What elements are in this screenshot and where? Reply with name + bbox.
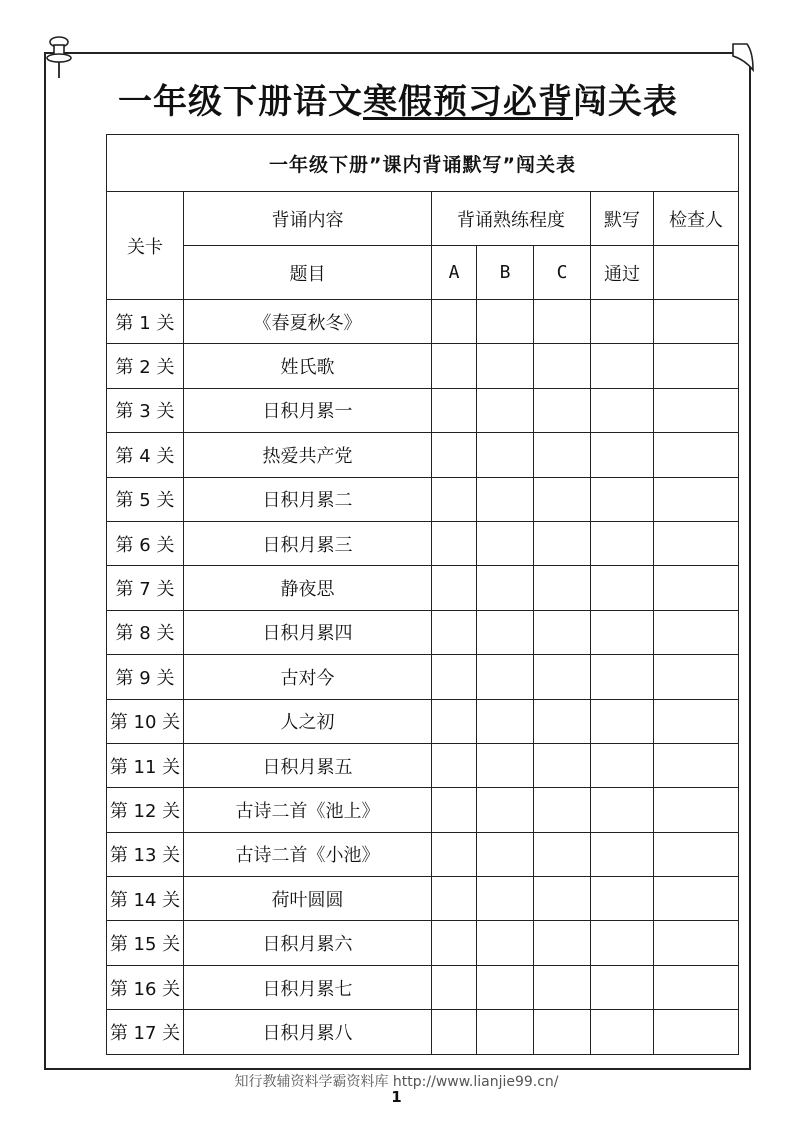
topic-cell: 古诗二首《小池》: [184, 832, 432, 876]
page-curl-icon: [731, 42, 755, 72]
grade-a-cell[interactable]: [432, 788, 477, 832]
grade-b-cell[interactable]: [477, 655, 534, 699]
pass-cell[interactable]: [591, 1010, 654, 1054]
grade-b-cell[interactable]: [477, 743, 534, 787]
topic-cell: 日积月累一: [184, 388, 432, 432]
pass-cell[interactable]: [591, 344, 654, 388]
grade-c-cell[interactable]: [534, 344, 591, 388]
table-row: [107, 610, 739, 654]
title-part-3: 闯关表: [573, 82, 678, 122]
grade-a-cell[interactable]: [432, 877, 477, 921]
topic-cell: 古诗二首《池上》: [184, 788, 432, 832]
grade-c-cell[interactable]: [534, 388, 591, 432]
level-cell: 第 16 关: [107, 965, 184, 1009]
level-cell: 第 8 关: [107, 610, 184, 654]
table-row: [107, 388, 739, 432]
pass-cell[interactable]: [591, 566, 654, 610]
recitation-table: [106, 134, 739, 1055]
grade-c-cell[interactable]: [534, 877, 591, 921]
level-cell: 第 3 关: [107, 388, 184, 432]
level-cell: 第 12 关: [107, 788, 184, 832]
pass-cell[interactable]: [591, 965, 654, 1009]
checker-cell[interactable]: [654, 965, 739, 1009]
topic-cell: 日积月累七: [184, 965, 432, 1009]
grade-a-cell[interactable]: [432, 610, 477, 654]
topic-cell: 静夜思: [184, 566, 432, 610]
grade-b-cell[interactable]: [477, 433, 534, 477]
table-row: [107, 566, 739, 610]
header-pass: 通过: [591, 246, 654, 300]
grade-b-cell[interactable]: [477, 1010, 534, 1054]
header-dictation: 默写: [591, 192, 654, 246]
grade-b-cell[interactable]: [477, 610, 534, 654]
checker-cell[interactable]: [654, 300, 739, 344]
grade-c-cell[interactable]: [534, 832, 591, 876]
level-cell: 第 5 关: [107, 477, 184, 521]
grade-a-cell[interactable]: [432, 566, 477, 610]
pass-cell[interactable]: [591, 388, 654, 432]
topic-cell: 热爱共产党: [184, 433, 432, 477]
table-row: [107, 300, 739, 344]
grade-a-cell[interactable]: [432, 433, 477, 477]
pass-cell[interactable]: [591, 877, 654, 921]
grade-c-cell[interactable]: [534, 788, 591, 832]
table-row: [107, 788, 739, 832]
checker-cell[interactable]: [654, 699, 739, 743]
pass-cell[interactable]: [591, 300, 654, 344]
table-row: [107, 344, 739, 388]
grade-b-cell[interactable]: [477, 788, 534, 832]
table-row: [107, 477, 739, 521]
table-row: [107, 877, 739, 921]
header-checker-blank: [654, 246, 739, 300]
level-cell: 第 9 关: [107, 655, 184, 699]
checker-cell[interactable]: [654, 921, 739, 965]
grade-a-cell[interactable]: [432, 965, 477, 1009]
level-cell: 第 2 关: [107, 344, 184, 388]
grade-b-cell[interactable]: [477, 344, 534, 388]
table-caption-row: [107, 135, 739, 192]
header-content: 背诵内容: [184, 192, 432, 246]
level-cell: 第 6 关: [107, 521, 184, 565]
topic-cell: 荷叶圆圆: [184, 877, 432, 921]
topic-cell: 日积月累八: [184, 1010, 432, 1054]
topic-cell: 日积月累六: [184, 921, 432, 965]
topic-cell: 《春夏秋冬》: [184, 300, 432, 344]
grade-a-cell[interactable]: [432, 832, 477, 876]
level-cell: 第 7 关: [107, 566, 184, 610]
footer-watermark: 知行教辅资料学霸资料库 http://www.lianjie99.cn/: [234, 1074, 559, 1090]
grade-a-cell[interactable]: [432, 300, 477, 344]
grade-b-cell[interactable]: [477, 477, 534, 521]
pass-cell[interactable]: [591, 433, 654, 477]
title-part-1: 一年级下册语文: [118, 82, 363, 122]
checker-cell[interactable]: [654, 521, 739, 565]
pass-cell[interactable]: [591, 832, 654, 876]
grade-a-cell[interactable]: [432, 388, 477, 432]
grade-b-cell[interactable]: [477, 300, 534, 344]
grade-b-cell[interactable]: [477, 921, 534, 965]
topic-cell: 日积月累三: [184, 521, 432, 565]
pass-cell[interactable]: [591, 610, 654, 654]
grade-b-cell[interactable]: [477, 388, 534, 432]
checker-cell[interactable]: [654, 788, 739, 832]
grade-a-cell[interactable]: [432, 521, 477, 565]
checker-cell[interactable]: [654, 610, 739, 654]
header-checker: 检查人: [654, 192, 739, 246]
grade-c-cell[interactable]: [534, 965, 591, 1009]
level-cell: 第 1 关: [107, 300, 184, 344]
table-row: [107, 655, 739, 699]
header-row-2: [107, 246, 739, 300]
checker-cell[interactable]: [654, 1010, 739, 1054]
grade-a-cell[interactable]: [432, 477, 477, 521]
checker-cell[interactable]: [654, 877, 739, 921]
grade-b-cell[interactable]: [477, 521, 534, 565]
checker-cell[interactable]: [654, 743, 739, 787]
header-grade-b: B: [477, 246, 534, 300]
pass-cell[interactable]: [591, 788, 654, 832]
table-row: [107, 521, 739, 565]
topic-cell: 古对今: [184, 655, 432, 699]
grade-b-cell[interactable]: [477, 566, 534, 610]
grade-c-cell[interactable]: [534, 477, 591, 521]
checker-cell[interactable]: [654, 433, 739, 477]
grade-c-cell[interactable]: [534, 521, 591, 565]
table-row: [107, 743, 739, 787]
grade-a-cell[interactable]: [432, 699, 477, 743]
pass-cell[interactable]: [591, 921, 654, 965]
pass-cell[interactable]: [591, 743, 654, 787]
table-row: [107, 921, 739, 965]
header-level: 关卡: [107, 192, 184, 300]
pass-cell[interactable]: [591, 477, 654, 521]
header-row-1: [107, 192, 739, 246]
table-row: [107, 699, 739, 743]
topic-cell: 日积月累二: [184, 477, 432, 521]
grade-a-cell[interactable]: [432, 743, 477, 787]
grade-c-cell[interactable]: [534, 743, 591, 787]
grade-c-cell[interactable]: [534, 655, 591, 699]
pass-cell[interactable]: [591, 655, 654, 699]
level-cell: 第 10 关: [107, 699, 184, 743]
level-cell: 第 17 关: [107, 1010, 184, 1054]
checker-cell[interactable]: [654, 477, 739, 521]
checker-cell[interactable]: [654, 566, 739, 610]
topic-cell: 人之初: [184, 699, 432, 743]
grade-c-cell[interactable]: [534, 610, 591, 654]
grade-c-cell[interactable]: [534, 699, 591, 743]
page-title: [118, 74, 738, 123]
level-cell: 第 13 关: [107, 832, 184, 876]
header-topic: 题目: [184, 246, 432, 300]
title-part-2: 寒假预习必背: [363, 82, 573, 122]
page-number: 1: [391, 1088, 402, 1106]
table-row: [107, 433, 739, 477]
grade-a-cell[interactable]: [432, 1010, 477, 1054]
table-row: [107, 1010, 739, 1054]
pass-cell[interactable]: [591, 699, 654, 743]
grade-b-cell[interactable]: [477, 832, 534, 876]
table-row: [107, 965, 739, 1009]
grade-b-cell[interactable]: [477, 699, 534, 743]
grade-c-cell[interactable]: [534, 921, 591, 965]
pushpin-icon: [44, 36, 74, 80]
grade-a-cell[interactable]: [432, 655, 477, 699]
checker-cell[interactable]: [654, 832, 739, 876]
grade-b-cell[interactable]: [477, 965, 534, 1009]
checker-cell[interactable]: [654, 655, 739, 699]
grade-a-cell[interactable]: [432, 344, 477, 388]
header-grade-c: C: [534, 246, 591, 300]
topic-cell: 日积月累四: [184, 610, 432, 654]
topic-cell: 日积月累五: [184, 743, 432, 787]
level-cell: 第 14 关: [107, 877, 184, 921]
checker-cell[interactable]: [654, 344, 739, 388]
level-cell: 第 15 关: [107, 921, 184, 965]
grade-c-cell[interactable]: [534, 566, 591, 610]
grade-c-cell[interactable]: [534, 300, 591, 344]
header-proficiency: 背诵熟练程度: [432, 192, 591, 246]
grade-b-cell[interactable]: [477, 877, 534, 921]
topic-cell: 姓氏歌: [184, 344, 432, 388]
table-caption: 一年级下册”课内背诵默写”闯关表: [107, 135, 739, 192]
checker-cell[interactable]: [654, 388, 739, 432]
pass-cell[interactable]: [591, 521, 654, 565]
table-row: [107, 832, 739, 876]
grade-a-cell[interactable]: [432, 921, 477, 965]
grade-c-cell[interactable]: [534, 433, 591, 477]
grade-c-cell[interactable]: [534, 1010, 591, 1054]
header-grade-a: A: [432, 246, 477, 300]
level-cell: 第 4 关: [107, 433, 184, 477]
level-cell: 第 11 关: [107, 743, 184, 787]
